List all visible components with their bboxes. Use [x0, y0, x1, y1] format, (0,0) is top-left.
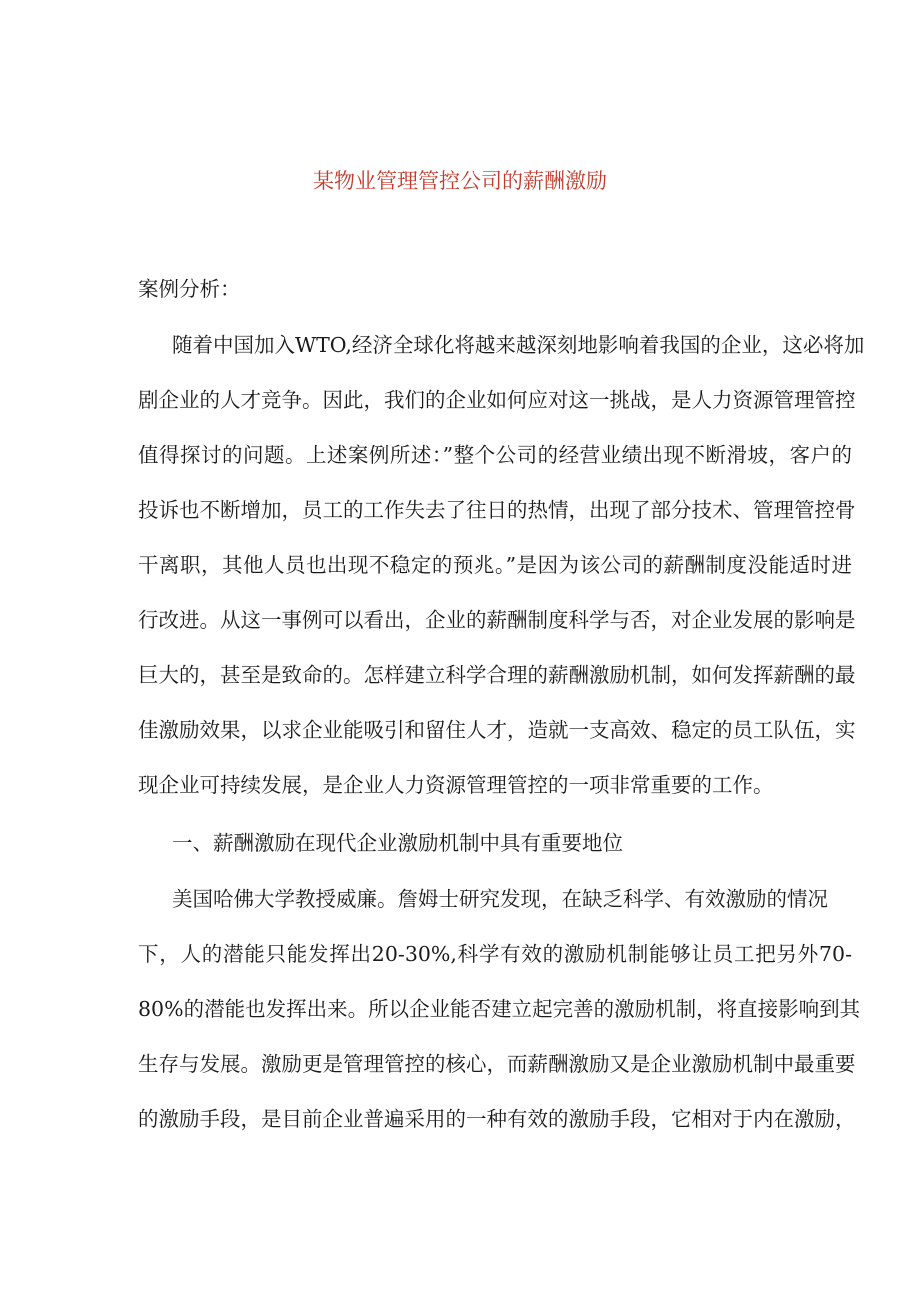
- section-label: 案例分析：: [138, 277, 241, 301]
- paragraph-line: 剧企业的人才竞争。因此，我们的企业如何应对这一挑战，是人力资源管理管控: [138, 388, 856, 412]
- paragraph-line: 佳激励效果，以求企业能吸引和留住人才，造就一支高效、稳定的员工队伍，实: [138, 718, 856, 742]
- paragraph-line: 值得探讨的问题。上述案例所述：”整个公司的经营业绩出现不断滑坡，客户的: [138, 443, 852, 467]
- paragraph-line: 现企业可持续发展，是企业人力资源管理管控的一项非常重要的工作。: [138, 773, 774, 797]
- paragraph-line: 干离职，其他人员也出现不稳定的预兆。”是因为该公司的薪酬制度没能适时进: [138, 553, 852, 577]
- paragraph-line: 下，人的潜能只能发挥出20-30%,科学有效的激励机制能够让员工把另外70-: [138, 942, 852, 966]
- document-title: 某物业管理管控公司的薪酬激励: [313, 169, 607, 193]
- paragraph-line: 行改进。从这一事例可以看出，企业的薪酬制度科学与否，对企业发展的影响是: [138, 608, 856, 632]
- paragraph-line: 的激励手段，是目前企业普遍采用的一种有效的激励手段，它相对于内在激励，: [138, 1107, 856, 1131]
- section-heading: 一、薪酬激励在现代企业激励机制中具有重要地位: [172, 831, 623, 855]
- paragraph-line: 随着中国加入WTO,经济全球化将越来越深刻地影响着我国的企业，这必将加: [172, 333, 865, 357]
- paragraph-line: 巨大的，甚至是致命的。怎样建立科学合理的薪酬激励机制，如何发挥薪酬的最: [138, 663, 856, 687]
- paragraph-line: 投诉也不断增加，员工的工作失去了往日的热情，出现了部分技术、管理管控骨: [138, 498, 856, 522]
- paragraph-line: 80%的潜能也发挥出来。所以企业能否建立起完善的激励机制，将直接影响到其: [138, 997, 861, 1021]
- paragraph-line: 美国哈佛大学教授威廉。詹姆士研究发现，在缺乏科学、有效激励的情况: [172, 887, 828, 911]
- paragraph-line: 生存与发展。激励更是管理管控的核心，而薪酬激励又是企业激励机制中最重要: [138, 1052, 856, 1076]
